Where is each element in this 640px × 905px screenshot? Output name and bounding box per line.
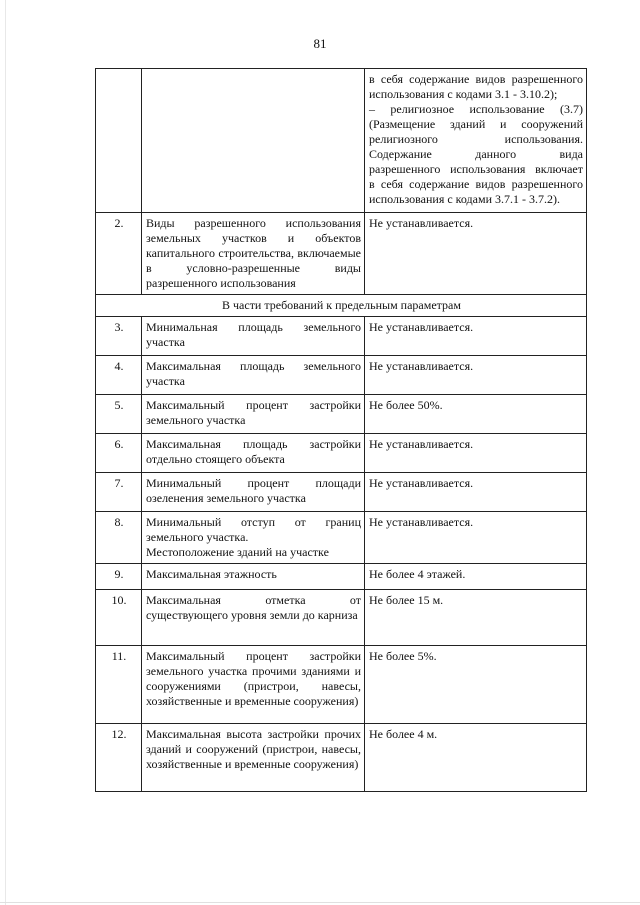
continuation-line: в себя содержание видов разрешенного [369,177,583,191]
row-value: Не более 4 этажей. [365,564,587,590]
continuation-line: религиозного использования. [369,132,583,146]
continuation-line: – религиозное использование (3.7) [369,102,583,116]
regulations-table [95,68,587,792]
row-description: Минимальный процент площади озеленения земельного участка [142,473,365,512]
scan-left-edge [5,0,6,905]
row-description: Максимальная отметка от существующего уровня земли до карниза [142,590,365,646]
row-value: Не более 5%. [365,646,587,724]
value-cell-continuation [365,69,587,213]
continuation-line: Содержание данного вида [369,147,583,161]
table-row-continuation [96,69,587,213]
section-header-row [96,295,587,317]
row-number: 9. [96,564,142,590]
row-number: 4. [96,356,142,395]
table-row [96,395,587,434]
continuation-line: (Размещение зданий и сооружений [369,117,583,131]
row-description [142,512,365,564]
row-value: Не устанавливается. [365,356,587,395]
table-row [96,590,587,646]
row-description: Максимальная этажность [142,564,365,590]
page-number: 81 [313,36,327,51]
row-value: Не устанавливается. [365,434,587,473]
table-row [96,317,587,356]
row-number: 11. [96,646,142,724]
num-cell [96,69,142,213]
row-value: Не более 15 м. [365,590,587,646]
row-description: Максимальная высота застройки прочих зданий и сооружений (пристрои, навесы, хозяйственные и временные сооружения) [142,724,365,792]
continuation-line: в себя содержание видов разрешенного [369,72,583,86]
row-value: Не устанавливается. [365,473,587,512]
row-number: 8. [96,512,142,564]
row-number: 6. [96,434,142,473]
table-row [96,724,587,792]
row-description: Максимальная площадь земельного участка [142,356,365,395]
scan-bottom-edge [0,902,640,903]
desc-cell [142,69,365,213]
row-number: 3. [96,317,142,356]
row-value: Не устанавливается. [365,512,587,564]
row-value: Не более 4 м. [365,724,587,792]
row-description-main: Минимальный отступ от границ земельного участка. [146,515,361,544]
row-value: Не более 50%. [365,395,587,434]
row-number: 10. [96,590,142,646]
table-row [96,473,587,512]
row-description: Максимальный процент застройки земельного участка прочими зданиями и сооружениями (пристрои, навесы, хозяйственные и временные сооружения) [142,646,365,724]
row-description: Виды разрешенного использования земельных участков и объектов капитального строительства, включаемые в условно-разрешенные виды разрешенного использования [142,213,365,295]
table-row [96,512,587,564]
row-description: Максимальная площадь застройки отдельно стоящего объекта [142,434,365,473]
row-value: Не устанавливается. [365,213,587,295]
section-header: В части требований к предельным параметрам [96,295,587,317]
continuation-line: разрешенного использования включает [369,162,583,176]
row-description: Минимальная площадь земельного участка [142,317,365,356]
table-row [96,356,587,395]
table-row [96,434,587,473]
row-number: 2. [96,213,142,295]
table-row [96,646,587,724]
row-description-extra: Местоположение зданий на участке [146,545,329,559]
row-number: 5. [96,395,142,434]
row-description: Максимальный процент застройки земельного участка [142,395,365,434]
row-number: 12. [96,724,142,792]
continuation-line: использования с кодами 3.7.1 - 3.7.2). [369,192,560,206]
row-number: 7. [96,473,142,512]
table-row [96,564,587,590]
row-value: Не устанавливается. [365,317,587,356]
table-row [96,213,587,295]
continuation-line: использования с кодами 3.1 - 3.10.2); [369,87,558,101]
